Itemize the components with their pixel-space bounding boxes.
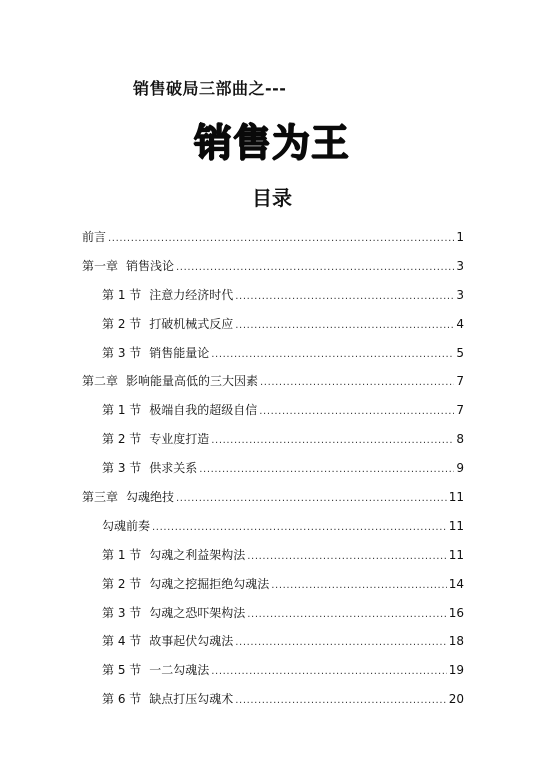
toc-entry[interactable] <box>82 690 464 719</box>
toc-entry-number: 第 1 节 <box>102 403 142 418</box>
toc-entry-page: 5 <box>456 345 464 360</box>
toc-entry-page: 8 <box>456 432 464 447</box>
toc-entry-page: 7 <box>456 374 464 389</box>
toc-entry-label <box>82 228 106 245</box>
toc-entry-title: 缺点打压勾魂术 <box>149 692 234 707</box>
toc-entry-page: 16 <box>448 605 464 620</box>
toc-entry-title: 勾魂之挖掘拒绝勾魂法 <box>149 576 270 591</box>
toc-entry-page: 14 <box>448 576 464 591</box>
toc-entry[interactable] <box>82 401 464 430</box>
toc-entry-number: 第 2 节 <box>102 432 142 447</box>
toc-entry-title: 一二勾魂法 <box>149 663 210 678</box>
toc-entry-label <box>102 632 233 649</box>
toc-entry-label <box>102 575 269 592</box>
toc-entry-label <box>102 517 150 534</box>
toc-entry-label <box>82 372 258 389</box>
toc-entry-page: 19 <box>448 663 464 678</box>
dot-leader <box>260 377 454 388</box>
toc-entry-page: 4 <box>456 316 464 331</box>
toc-entry-title: 影响能量高低的三大因素 <box>126 374 259 389</box>
toc-entry[interactable] <box>82 661 464 690</box>
toc-entry-number: 第三章 <box>82 490 119 505</box>
toc-entry-page: 3 <box>456 287 464 302</box>
toc-entry-title: 极端自我的超级自信 <box>149 403 258 418</box>
series-title: 销售破局三部曲之--- <box>133 79 287 98</box>
toc-entry-number: 第 1 节 <box>102 287 142 302</box>
dot-leader <box>235 320 454 331</box>
toc-entry[interactable] <box>82 459 464 488</box>
toc-entry-page: 1 <box>456 230 464 244</box>
toc-entry-title: 销售能量论 <box>149 345 210 360</box>
toc-entry-title: 勾魂前奏 <box>102 518 151 533</box>
toc-entry[interactable] <box>82 430 464 459</box>
toc-entry-label <box>102 401 257 418</box>
toc-entry[interactable] <box>82 286 464 315</box>
dot-leader <box>235 637 446 648</box>
toc-entry[interactable] <box>82 546 464 575</box>
toc-entry[interactable] <box>82 575 464 604</box>
toc-entry-page: 11 <box>448 490 464 505</box>
dot-leader <box>152 522 447 533</box>
toc-entry-number: 第 3 节 <box>102 605 142 620</box>
toc-entry-title: 打破机械式反应 <box>149 316 234 331</box>
toc-entry[interactable] <box>82 228 464 257</box>
dot-leader <box>271 580 446 591</box>
toc-entry-number: 第 1 节 <box>102 547 142 562</box>
toc-entry[interactable] <box>82 604 464 633</box>
toc-entry-title: 供求关系 <box>149 461 198 476</box>
dot-leader <box>108 233 454 244</box>
toc-entry-title: 勾魂之利益架构法 <box>149 547 246 562</box>
toc-entry[interactable] <box>82 517 464 546</box>
toc-heading: 目录 <box>252 186 292 210</box>
toc-entry-title: 注意力经济时代 <box>149 287 234 302</box>
toc-entry-label <box>82 488 174 505</box>
toc-entry[interactable] <box>82 372 464 401</box>
toc-entry-label <box>102 430 209 447</box>
toc-entry-number: 第 3 节 <box>102 461 142 476</box>
dot-leader <box>211 349 454 360</box>
toc-entry-page: 7 <box>456 403 464 418</box>
dot-leader <box>235 695 446 706</box>
toc-entry-page: 18 <box>448 634 464 649</box>
toc-entry-number: 第 4 节 <box>102 634 142 649</box>
toc-entry-title: 前言 <box>82 230 107 244</box>
toc-entry-page: 20 <box>448 692 464 707</box>
toc-entry-label <box>102 315 233 332</box>
toc-entry-label <box>102 604 245 621</box>
toc-entry-title: 故事起伏勾魂法 <box>149 634 234 649</box>
dot-leader <box>211 666 446 677</box>
table-of-contents <box>82 228 464 719</box>
toc-entry-label <box>102 286 233 303</box>
dot-leader <box>259 406 454 417</box>
toc-entry[interactable] <box>82 315 464 344</box>
toc-entry-number: 第 2 节 <box>102 316 142 331</box>
toc-entry-label <box>102 661 209 678</box>
dot-leader <box>176 262 454 273</box>
toc-entry-title: 销售浅论 <box>126 258 175 273</box>
toc-entry[interactable] <box>82 488 464 517</box>
dot-leader <box>176 493 447 504</box>
toc-entry-title: 勾魂绝技 <box>126 490 175 505</box>
toc-entry[interactable] <box>82 344 464 373</box>
toc-entry-number: 第 2 节 <box>102 576 142 591</box>
dot-leader <box>199 464 454 475</box>
toc-entry-title: 勾魂之恐吓架构法 <box>149 605 246 620</box>
toc-entry-number: 第 3 节 <box>102 345 142 360</box>
dot-leader <box>235 291 454 302</box>
toc-entry-label <box>102 546 245 563</box>
dot-leader <box>247 609 446 620</box>
toc-entry-number: 第 6 节 <box>102 692 142 707</box>
toc-entry-page: 9 <box>456 461 464 476</box>
toc-entry-label <box>102 344 209 361</box>
toc-entry-page: 11 <box>448 518 464 533</box>
toc-entry[interactable] <box>82 257 464 286</box>
toc-entry-number: 第二章 <box>82 374 119 389</box>
toc-entry-title: 专业度打造 <box>149 432 210 447</box>
main-title: 销售为王 <box>193 121 350 165</box>
toc-entry-label <box>102 690 233 707</box>
toc-entry-label <box>102 459 197 476</box>
toc-entry-number: 第一章 <box>82 258 119 273</box>
toc-entry-number: 第 5 节 <box>102 663 142 678</box>
dot-leader <box>211 435 454 446</box>
toc-entry-page: 11 <box>448 547 464 562</box>
dot-leader <box>247 551 446 562</box>
toc-entry[interactable] <box>82 632 464 661</box>
toc-entry-label <box>82 257 174 274</box>
toc-entry-page: 3 <box>456 258 464 273</box>
